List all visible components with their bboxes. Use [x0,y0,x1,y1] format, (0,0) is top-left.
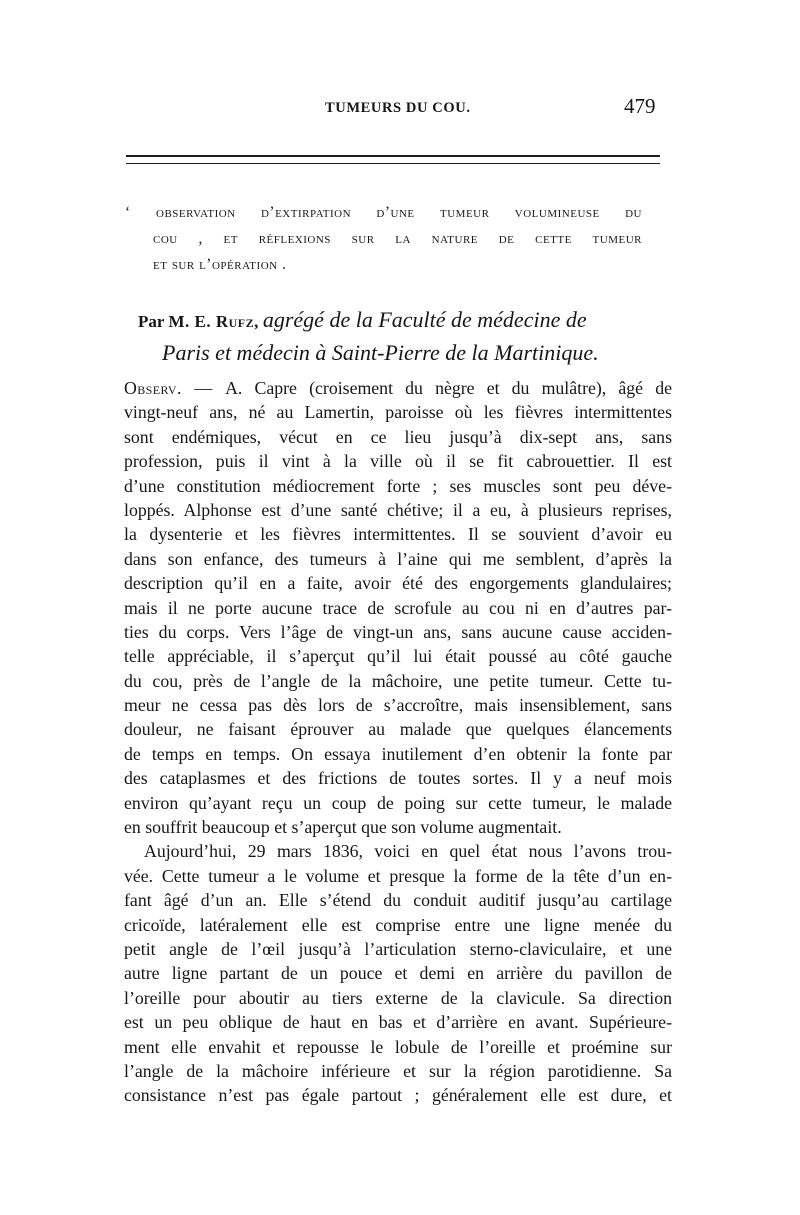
title-line-3: et sur l’opération . [153,256,287,273]
line-text: ment elle envahit et repousse le lobule de l’oreille et proémine sur [124,1036,672,1057]
text-line [124,913,672,937]
text-line [124,400,672,424]
line-text: en souffrit beaucoup et s’aperçut que son volume augmentait. [124,817,562,838]
line-text: dans son enfance, des tumeurs à l’aine qui me semblent, d’après la [124,548,672,569]
title-line-1: ‘ observation d’extirpation d’une tumeur volumineuse du [125,204,642,221]
byline [138,305,658,368]
text-line [124,961,672,985]
text-line [124,1083,672,1107]
text-line [124,742,672,766]
line-text: autre ligne partant de un pouce et demi en arrière du pavillon de [124,963,672,984]
line-text: des cataplasmes et des frictions de toutes sortes. Il y a neuf mois [124,768,672,789]
text-line [124,815,672,839]
text-line [124,888,672,912]
text-line [124,986,672,1010]
text-line [124,474,672,498]
text-line [124,449,672,473]
byline-line-1 [138,305,658,338]
line-text: l’oreille pour aboutir au tiers externe de la clavicule. Sa direction [124,987,672,1008]
line-text: loppés. Alphonse est d’une santé chétive; il a eu, à plusieurs reprises, [124,499,672,520]
text-line [124,839,672,863]
author-affiliation-1: agrégé de la Faculté de médecine de [262,307,587,332]
page-number: 479 [624,94,656,118]
text-line [124,644,672,668]
line-text: sont endémiques, vécut en ce lieu jusqu’à dix-sept ans, sans [124,426,672,447]
running-title: TUMEURS DU COU. [325,100,471,116]
line-text: douleur, ne faisant éprouver au malade que quelques élancements [124,719,672,740]
text-line [124,1059,672,1083]
line-text: de temps en temps. On essaya inutilement d’en obtenir la fonte par [124,743,672,764]
line-text: mais il ne porte aucune trace de scrofule au cou ni en d’autres par- [124,597,672,618]
text-line [124,596,672,620]
text-line [124,864,672,888]
line-text: description qu’il en a faite, avoir été des engorgements glandulaires; [124,573,672,594]
line-text: A. Capre (croisement du nègre et du mulâtre), âgé de [225,378,672,398]
line-text: fant âgé d’un an. Elle s’étend du conduit auditif jusqu’au cartilage [124,890,672,911]
line-text: d’une constitution médiocrement forte ; ses muscles sont peu déve- [124,475,672,496]
text-line [124,620,672,644]
text-line [124,766,672,790]
header-rule-thin [126,163,660,164]
text-line [124,669,672,693]
line-text: petit angle de l’œil jusqu’à l’articulation sterno-claviculaire, et une [124,938,672,959]
line-text: vingt-neuf ans, né au Lamertin, paroisse où les fièvres intermittentes [124,402,672,423]
text-line [124,571,672,595]
line-text: environ qu’ayant reçu un coup de poing sur cette tumeur, le malade [124,792,672,813]
line-text: l’angle de la mâchoire inférieure et sur la région parotidienne. Sa [124,1060,672,1081]
text-line [124,522,672,546]
text-line [124,1035,672,1059]
header-rule-thick [126,155,660,157]
line-text: ties du corps. Vers l’âge de vingt-un ans, sans aucune cause acciden- [124,621,672,642]
byline-par: Par [138,312,165,331]
line-text: cricoïde, latéralement elle est comprise entre une ligne menée du [124,914,672,935]
line-text: du cou, près de l’angle de la mâchoire, une petite tumeur. Cette tu- [124,670,672,691]
line-text: Aujourd’hui, 29 mars 1836, voici en quel état nous l’avons trou- [144,841,672,862]
text-line [124,425,672,449]
line-text: meur ne cessa pas dès lors de s’accroître, mais insensiblement, sans [124,695,672,716]
text-line [124,547,672,571]
line-text: est un peu oblique de haut en bas et d’arrière en avant. Supérieure- [124,1012,672,1033]
article-title [125,200,670,278]
line-text: profession, puis il vint à la ville où il se fit cabrouettier. Il est [124,451,672,472]
section-lead: Observ. — [124,378,226,398]
text-line [124,693,672,717]
title-line-2: cou , et réflexions sur la nature de cette tumeur [153,230,642,247]
text-line [124,937,672,961]
line-text: la dysenterie et les fièvres intermittentes. Il se souvient d’avoir eu [124,524,672,545]
text-line [124,376,672,400]
text-line [124,717,672,741]
text-line [124,1010,672,1034]
body-text [124,376,672,1108]
author-affiliation-2: Paris et médecin à Saint-Pierre de la Martinique. [162,340,599,365]
line-text: consistance n’est pas égale partout ; généralement elle est dure, et [124,1085,672,1106]
line-text: vée. Cette tumeur a le volume et presque la forme de la tête d’un en- [124,865,672,886]
text-line [124,791,672,815]
line-text: telle appréciable, il s’aperçut qu’il lui était poussé au côté gauche [124,646,672,667]
author-name: M. E. Rufz, [168,312,259,331]
text-line [124,498,672,522]
